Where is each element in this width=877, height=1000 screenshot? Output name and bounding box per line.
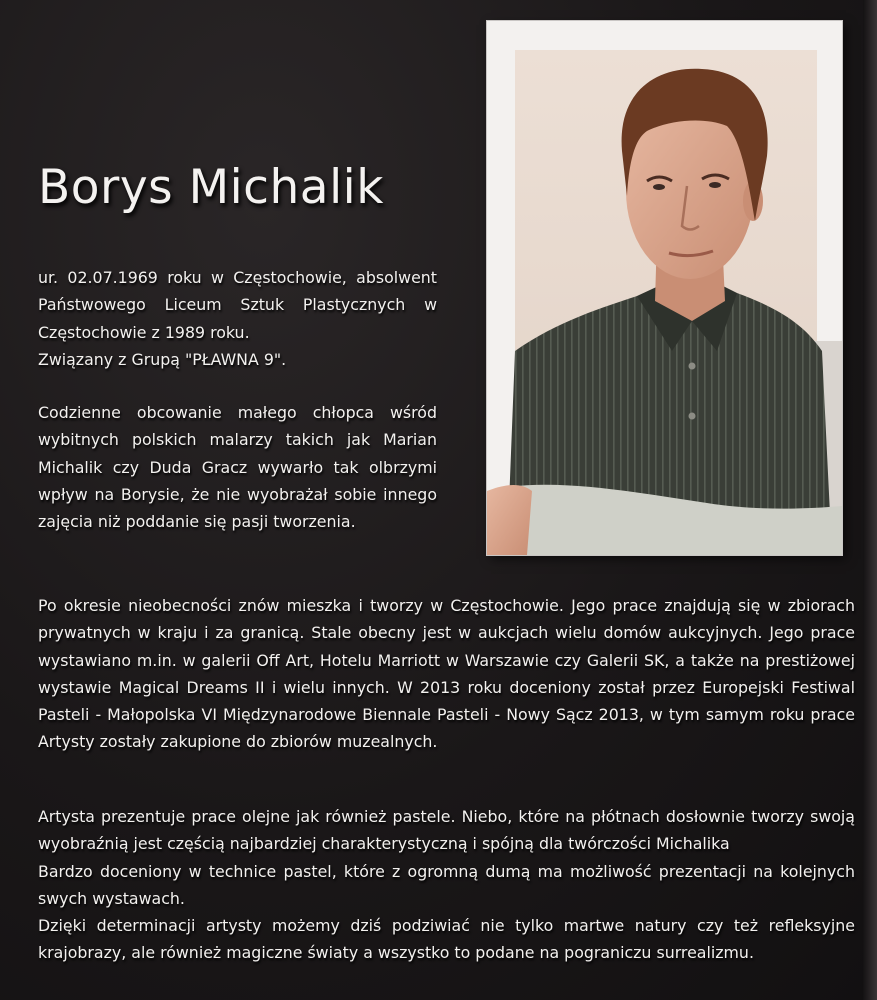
- works-paragraph: [38, 803, 855, 967]
- page-edge: [863, 0, 877, 1000]
- bio-paragraph: [38, 264, 437, 373]
- works-text-2: Bardzo doceniony w technice pastel, które z ogromną dumą ma możliwość prezentacji na kolejnych swych wystawach.: [38, 861, 855, 908]
- artist-name: Borys Michalik: [38, 160, 384, 215]
- career-text: Po okresie nieobecności znów mieszka i tworzy w Częstochowie. Jego prace znajdują się w zbiorach prywatnych w kraju i za granicą. Stale obecny jest w aukcjach wielu domów aukcyjnych. Jego prace wystawiano m.in. w galerii Off Art, Hotelu Marriott w Warszawie czy Galerii SK, a także na prestiżowej wystawie Magical Dreams II i wielu innych. W 2013 roku doceniony został przez Europejski Festiwal Pasteli - Małopolska VI Międzynarodowe Biennale Pasteli - Nowy Sącz 2013, w tym samym roku prace Artysty zostały zakupione do zbiorów muzealnych.: [38, 596, 855, 752]
- career-paragraph: [38, 592, 855, 756]
- artist-portrait: [487, 21, 842, 555]
- works-text-1: Artysta prezentuje prace olejne jak również pastele. Niebo, które na płótnach dosłownie tworzy swoją wyobraźnią jest częścią najbardziej charakterystyczną i spójną dla twórczości Michalika: [38, 807, 855, 854]
- bio-text-line-1: ur. 02.07.1969 roku w Częstochowie, absolwent Państwowego Liceum Sztuk Plastycznych w Częstochowie z 1989 roku.: [38, 268, 437, 342]
- artist-portrait-photo: [487, 21, 842, 555]
- childhood-text: Codzienne obcowanie małego chłopca wśród wybitnych polskich malarzy takich jak Marian Michalik czy Duda Gracz wywarło tak olbrzymi wpływ na Borysie, że nie wyobrażał sobie innego zajęcia niż poddanie się pasji tworzenia.: [38, 403, 437, 532]
- bio-text-line-2: Związany z Grupą "PŁAWNA 9".: [38, 349, 287, 369]
- works-text-3: Dzięki determinacji artysty możemy dziś podziwiać nie tylko martwe natury czy też refleksyjne krajobrazy, ale również magiczne światy a wszystko to podane na pograniczu surrealizmu.: [38, 916, 855, 963]
- childhood-paragraph: [38, 399, 437, 535]
